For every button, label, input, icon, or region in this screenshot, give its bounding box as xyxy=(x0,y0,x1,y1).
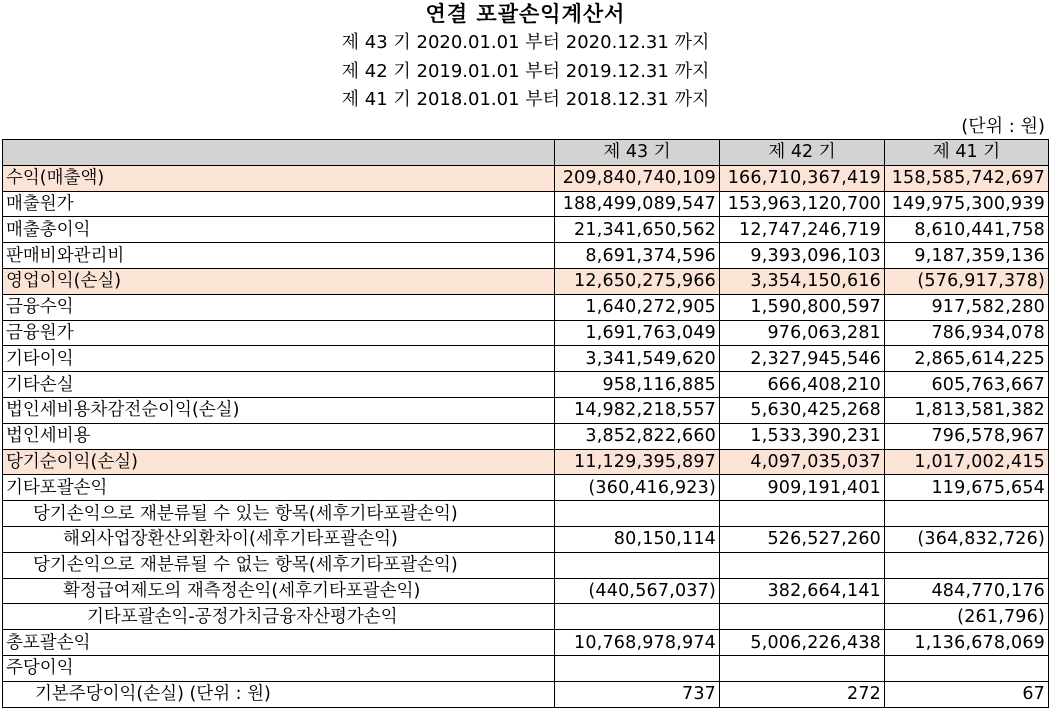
row-label: 기타포괄손익-공정가치금융자산평가손익 xyxy=(3,604,555,630)
value-cell-period-43: 3,341,549,620 xyxy=(555,346,720,372)
value-cell-period-41: 917,582,280 xyxy=(885,294,1049,320)
value-cell-period-41: 119,675,654 xyxy=(885,475,1049,501)
value-cell-period-41 xyxy=(885,501,1049,527)
value-cell-period-41: (364,832,726) xyxy=(885,526,1049,552)
value-cell-period-43: 1,691,763,049 xyxy=(555,320,720,346)
value-cell-period-42: 666,408,210 xyxy=(720,372,885,398)
header-label-col xyxy=(3,140,555,166)
value-cell-period-41: 1,813,581,382 xyxy=(885,397,1049,423)
value-cell-period-42 xyxy=(720,501,885,527)
table-row xyxy=(3,243,1049,269)
value-cell-period-41: (576,917,378) xyxy=(885,268,1049,294)
row-label: 기타이익 xyxy=(3,346,555,372)
value-cell-period-43: 8,691,374,596 xyxy=(555,243,720,269)
value-cell-period-41: 2,865,614,225 xyxy=(885,346,1049,372)
table-row xyxy=(3,552,1049,578)
value-cell-period-41 xyxy=(885,552,1049,578)
header-period-42: 제 42 기 xyxy=(720,140,885,166)
value-cell-period-41: 484,770,176 xyxy=(885,578,1049,604)
value-cell-period-43: 1,640,272,905 xyxy=(555,294,720,320)
table-row xyxy=(3,372,1049,398)
table-row xyxy=(3,630,1049,656)
value-cell-period-43 xyxy=(555,604,720,630)
table-row xyxy=(3,578,1049,604)
period-line-42: 제 42 기 2019.01.01 부터 2019.12.31 까지 xyxy=(341,61,710,82)
value-cell-period-42: 909,191,401 xyxy=(720,475,885,501)
table-row xyxy=(3,165,1049,191)
value-cell-period-43: 188,499,089,547 xyxy=(555,191,720,217)
row-label: 당기손익으로 재분류될 수 있는 항목(세후기타포괄손익) xyxy=(3,501,555,527)
row-label: 기타포괄손익 xyxy=(3,475,555,501)
value-cell-period-41: 9,187,359,136 xyxy=(885,243,1049,269)
row-label: 매출총이익 xyxy=(3,217,555,243)
table-row xyxy=(3,604,1049,630)
value-cell-period-41: (261,796) xyxy=(885,604,1049,630)
value-cell-period-43: 3,852,822,660 xyxy=(555,423,720,449)
row-label: 법인세비용차감전순이익(손실) xyxy=(3,397,555,423)
row-label: 기타손실 xyxy=(3,372,555,398)
period-line-41: 제 41 기 2018.01.01 부터 2018.12.31 까지 xyxy=(341,89,710,110)
value-cell-period-43: 12,650,275,966 xyxy=(555,268,720,294)
unit-label: (단위 : 원) xyxy=(961,116,1045,137)
value-cell-period-42: 382,664,141 xyxy=(720,578,885,604)
value-cell-period-42: 4,097,035,037 xyxy=(720,449,885,475)
value-cell-period-43 xyxy=(555,552,720,578)
value-cell-period-43: 21,341,650,562 xyxy=(555,217,720,243)
value-cell-period-42: 2,327,945,546 xyxy=(720,346,885,372)
value-cell-period-42: 5,006,226,438 xyxy=(720,630,885,656)
value-cell-period-42: 1,533,390,231 xyxy=(720,423,885,449)
row-label: 금융수익 xyxy=(3,294,555,320)
value-cell-period-43: 80,150,114 xyxy=(555,526,720,552)
value-cell-period-42: 1,590,800,597 xyxy=(720,294,885,320)
value-cell-period-43: 958,116,885 xyxy=(555,372,720,398)
value-cell-period-41: 605,763,667 xyxy=(885,372,1049,398)
value-cell-period-41: 67 xyxy=(885,681,1049,707)
row-label: 확정급여제도의 재측정손익(세후기타포괄손익) xyxy=(3,578,555,604)
period-line-43: 제 43 기 2020.01.01 부터 2020.12.31 까지 xyxy=(341,32,710,53)
table-row xyxy=(3,449,1049,475)
row-label: 해외사업장환산외환차이(세후기타포괄손익) xyxy=(3,526,555,552)
value-cell-period-42: 166,710,367,419 xyxy=(720,165,885,191)
value-cell-period-42: 3,354,150,616 xyxy=(720,268,885,294)
table-row xyxy=(3,268,1049,294)
table-body xyxy=(3,165,1049,707)
row-label: 주당이익 xyxy=(3,655,555,681)
row-label: 당기순이익(손실) xyxy=(3,449,555,475)
value-cell-period-43: (360,416,923) xyxy=(555,475,720,501)
value-cell-period-41: 1,017,002,415 xyxy=(885,449,1049,475)
value-cell-period-41: 8,610,441,758 xyxy=(885,217,1049,243)
row-label: 당기손익으로 재분류될 수 없는 항목(세후기타포괄손익) xyxy=(3,552,555,578)
table-row xyxy=(3,397,1049,423)
value-cell-period-41: 796,578,967 xyxy=(885,423,1049,449)
value-cell-period-43: (440,567,037) xyxy=(555,578,720,604)
value-cell-period-41: 149,975,300,939 xyxy=(885,191,1049,217)
table-row xyxy=(3,526,1049,552)
table-row xyxy=(3,681,1049,707)
table-row xyxy=(3,217,1049,243)
value-cell-period-42: 9,393,096,103 xyxy=(720,243,885,269)
value-cell-period-41: 1,136,678,069 xyxy=(885,630,1049,656)
table-row xyxy=(3,191,1049,217)
row-label: 영업이익(손실) xyxy=(3,268,555,294)
value-cell-period-43: 14,982,218,557 xyxy=(555,397,720,423)
value-cell-period-42: 272 xyxy=(720,681,885,707)
header-period-41: 제 41 기 xyxy=(885,140,1049,166)
value-cell-period-43: 209,840,740,109 xyxy=(555,165,720,191)
row-label: 법인세비용 xyxy=(3,423,555,449)
table-row xyxy=(3,423,1049,449)
value-cell-period-43 xyxy=(555,655,720,681)
value-cell-period-42 xyxy=(720,604,885,630)
row-label: 금융원가 xyxy=(3,320,555,346)
table-row xyxy=(3,501,1049,527)
row-label: 판매비와관리비 xyxy=(3,243,555,269)
value-cell-period-42: 526,527,260 xyxy=(720,526,885,552)
row-label: 매출원가 xyxy=(3,191,555,217)
table-header-row xyxy=(3,140,1049,166)
value-cell-period-42: 153,963,120,700 xyxy=(720,191,885,217)
value-cell-period-41: 158,585,742,697 xyxy=(885,165,1049,191)
income-statement-table xyxy=(2,139,1049,708)
table-row xyxy=(3,475,1049,501)
table-row xyxy=(3,294,1049,320)
value-cell-period-42 xyxy=(720,655,885,681)
value-cell-period-41: 786,934,078 xyxy=(885,320,1049,346)
value-cell-period-41 xyxy=(885,655,1049,681)
value-cell-period-42 xyxy=(720,552,885,578)
value-cell-period-42: 976,063,281 xyxy=(720,320,885,346)
row-label: 수익(매출액) xyxy=(3,165,555,191)
row-label: 총포괄손익 xyxy=(3,630,555,656)
value-cell-period-43: 11,129,395,897 xyxy=(555,449,720,475)
table-row xyxy=(3,655,1049,681)
value-cell-period-43: 10,768,978,974 xyxy=(555,630,720,656)
table-row xyxy=(3,320,1049,346)
table-row xyxy=(3,346,1049,372)
row-label: 기본주당이익(손실) (단위 : 원) xyxy=(3,681,555,707)
value-cell-period-42: 5,630,425,268 xyxy=(720,397,885,423)
value-cell-period-42: 12,747,246,719 xyxy=(720,217,885,243)
statement-title: 연결 포괄손익계산서 xyxy=(425,2,626,26)
value-cell-period-43 xyxy=(555,501,720,527)
value-cell-period-43: 737 xyxy=(555,681,720,707)
header-period-43: 제 43 기 xyxy=(555,140,720,166)
